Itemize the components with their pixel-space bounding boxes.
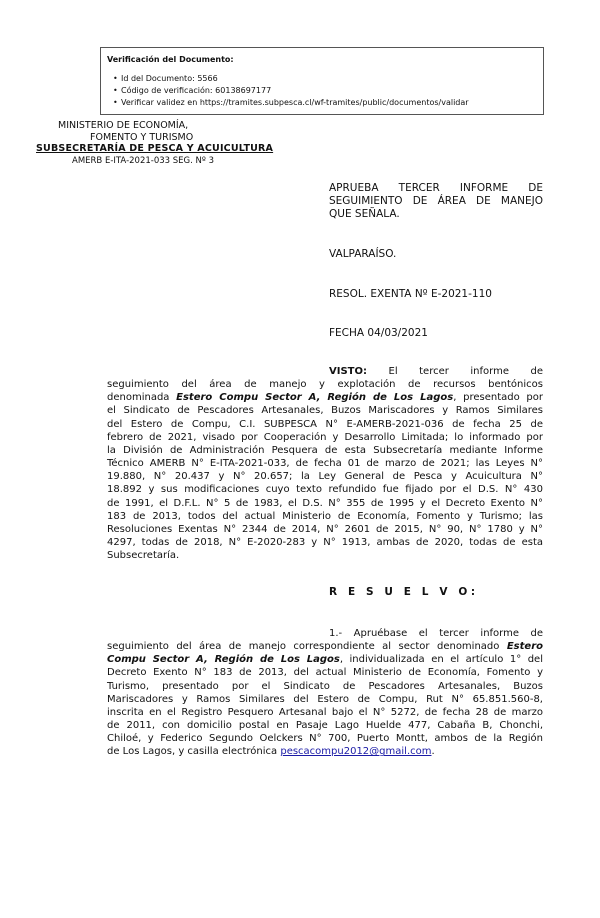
text-line: VISTO: El tercer informe de (329, 366, 543, 377)
document-reference: AMERB E-ITA-2021-033 SEG. Nº 3 (72, 156, 214, 166)
summary-line: QUE SEÑALA. (329, 208, 400, 220)
text-line: denominada Estero Compu Sector A, Región de Los Lagos, presentado por (107, 392, 543, 404)
verification-url[interactable]: Verificar validez en https://tramites.subpesca.cl/wf-tramites/public/documentos/validar (121, 98, 469, 107)
text-line: Resoluciones Exentas N° 2344 de 2014, N° 2601 de 2015, N° 90, N° 1780 y N° (107, 523, 543, 535)
summary-line: SEGUIMIENTO DE ÁREA DE MANEJO (329, 195, 543, 207)
area-name: Estero Compu Sector A, Región de Los Lagos (176, 392, 454, 404)
text-line: Decreto Exento N° 183 de 2013, del actual Ministerio de Economía, Fomento y (107, 667, 543, 679)
ministry-name-line2: FOMENTO Y TURISMO (90, 132, 194, 143)
text-line: Chiloé, y Federico Segundo Oelckers N° 700, Puerto Montt, ambos de la Región (107, 733, 543, 745)
area-name: Compu Sector A, Región de Los Lagos (107, 654, 340, 666)
place: VALPARAÍSO. (329, 248, 397, 260)
text-line: 183 de 2013, todos del actual Ministerio de Economía, Fomento y Turismo; las (107, 510, 543, 522)
text-line: 19.880, N° 20.437 y N° 20.657; la Ley General de Pesca y Acuicultura N° (107, 471, 543, 483)
text-line: Técnico AMERB N° E-ITA-2021-033, de fecha 01 de marzo de 2021; las Leyes N° (107, 458, 543, 470)
article-1-paragraph (107, 627, 543, 759)
ministry-name-line1: MINISTERIO DE ECONOMÍA, (58, 120, 189, 131)
email-link[interactable]: pescacompu2012@gmail.com (280, 746, 432, 758)
text-line: de 2011, con domicilio postal en Pasaje Lago Huelde 477, Cabaña B, Chonchi, (107, 720, 543, 732)
visto-label: VISTO: (329, 366, 367, 377)
text-line: la División de Administración Pesquera de esta Subsecretaría mediante Informe (107, 444, 543, 456)
text-line: seguimiento del área de manejo y explotación de recursos bentónicos (107, 379, 543, 391)
text-line: 1.- Apruébase el tercer informe de (329, 628, 543, 639)
text-line: Compu Sector A, Región de Los Lagos, individualizada en el artículo 1° del (107, 654, 543, 666)
text-line: 18.892 y sus modificaciones cuyo texto refundido fue fijado por el D.S. N° 430 (107, 484, 543, 496)
verification-box (100, 47, 544, 115)
resuelvo-heading: R E S U E L V O: (329, 586, 479, 598)
text-line: el Sindicato de Pescadores Artesanales, Buzos Mariscadores y Ramos Similares (107, 405, 543, 417)
verification-list (107, 73, 543, 109)
text-line: Mariscadores y Ramos Similares del Estero de Compu, Rut N° 65.851.560-8, (107, 693, 543, 705)
bullet-icon: • (113, 74, 118, 83)
text-line: 4297, todas de 2018, N° E-2020-283 y N° 1913, ambas de 2020, todas de esta (107, 537, 543, 549)
text-line: seguimiento del área de manejo correspondiente al sector denominado Estero (107, 641, 543, 653)
resolution-date: FECHA 04/03/2021 (329, 327, 428, 339)
verification-code: Código de verificación: 60138697177 (121, 86, 272, 95)
list-item (113, 85, 543, 97)
text-line: febrero de 2021, visado por Cooperación y Desarrollo Limitada; lo informado por (107, 431, 543, 443)
text-line: del Estero de Compu, C.I. SUBPESCA N° E-AMERB-2021-036 de fecha 25 de (107, 418, 543, 430)
document-id: Id del Documento: 5566 (121, 74, 218, 83)
list-item (113, 97, 543, 109)
resolution-summary (329, 182, 543, 221)
text-line: inscrita en el Registro Pesquero Artesanal bajo el N° 5272, de fecha 28 de marzo (107, 706, 543, 718)
list-item (113, 73, 543, 85)
resolution-number: RESOL. EXENTA Nº E-2021-110 (329, 288, 492, 300)
summary-line: APRUEBA TERCER INFORME DE (329, 182, 543, 194)
bullet-icon: • (113, 98, 118, 107)
text-line: de 1991, el D.F.L. N° 5 de 1983, el D.S. N° 355 de 1995 y el Decreto Exento N° (107, 497, 543, 509)
text-line: Subsecretaría. (107, 550, 180, 562)
text-line: de Los Lagos, y casilla electrónica pescacompu2012@gmail.com. (107, 746, 435, 758)
visto-paragraph (107, 365, 543, 562)
text-line: Turismo, presentado por el Sindicato de Pescadores Artesanales, Buzos (107, 680, 543, 692)
subsecretaria-title: SUBSECRETARÍA DE PESCA Y ACUICULTURA (36, 143, 274, 154)
verification-title: Verificación del Documento: (107, 55, 234, 64)
bullet-icon: • (113, 86, 118, 95)
